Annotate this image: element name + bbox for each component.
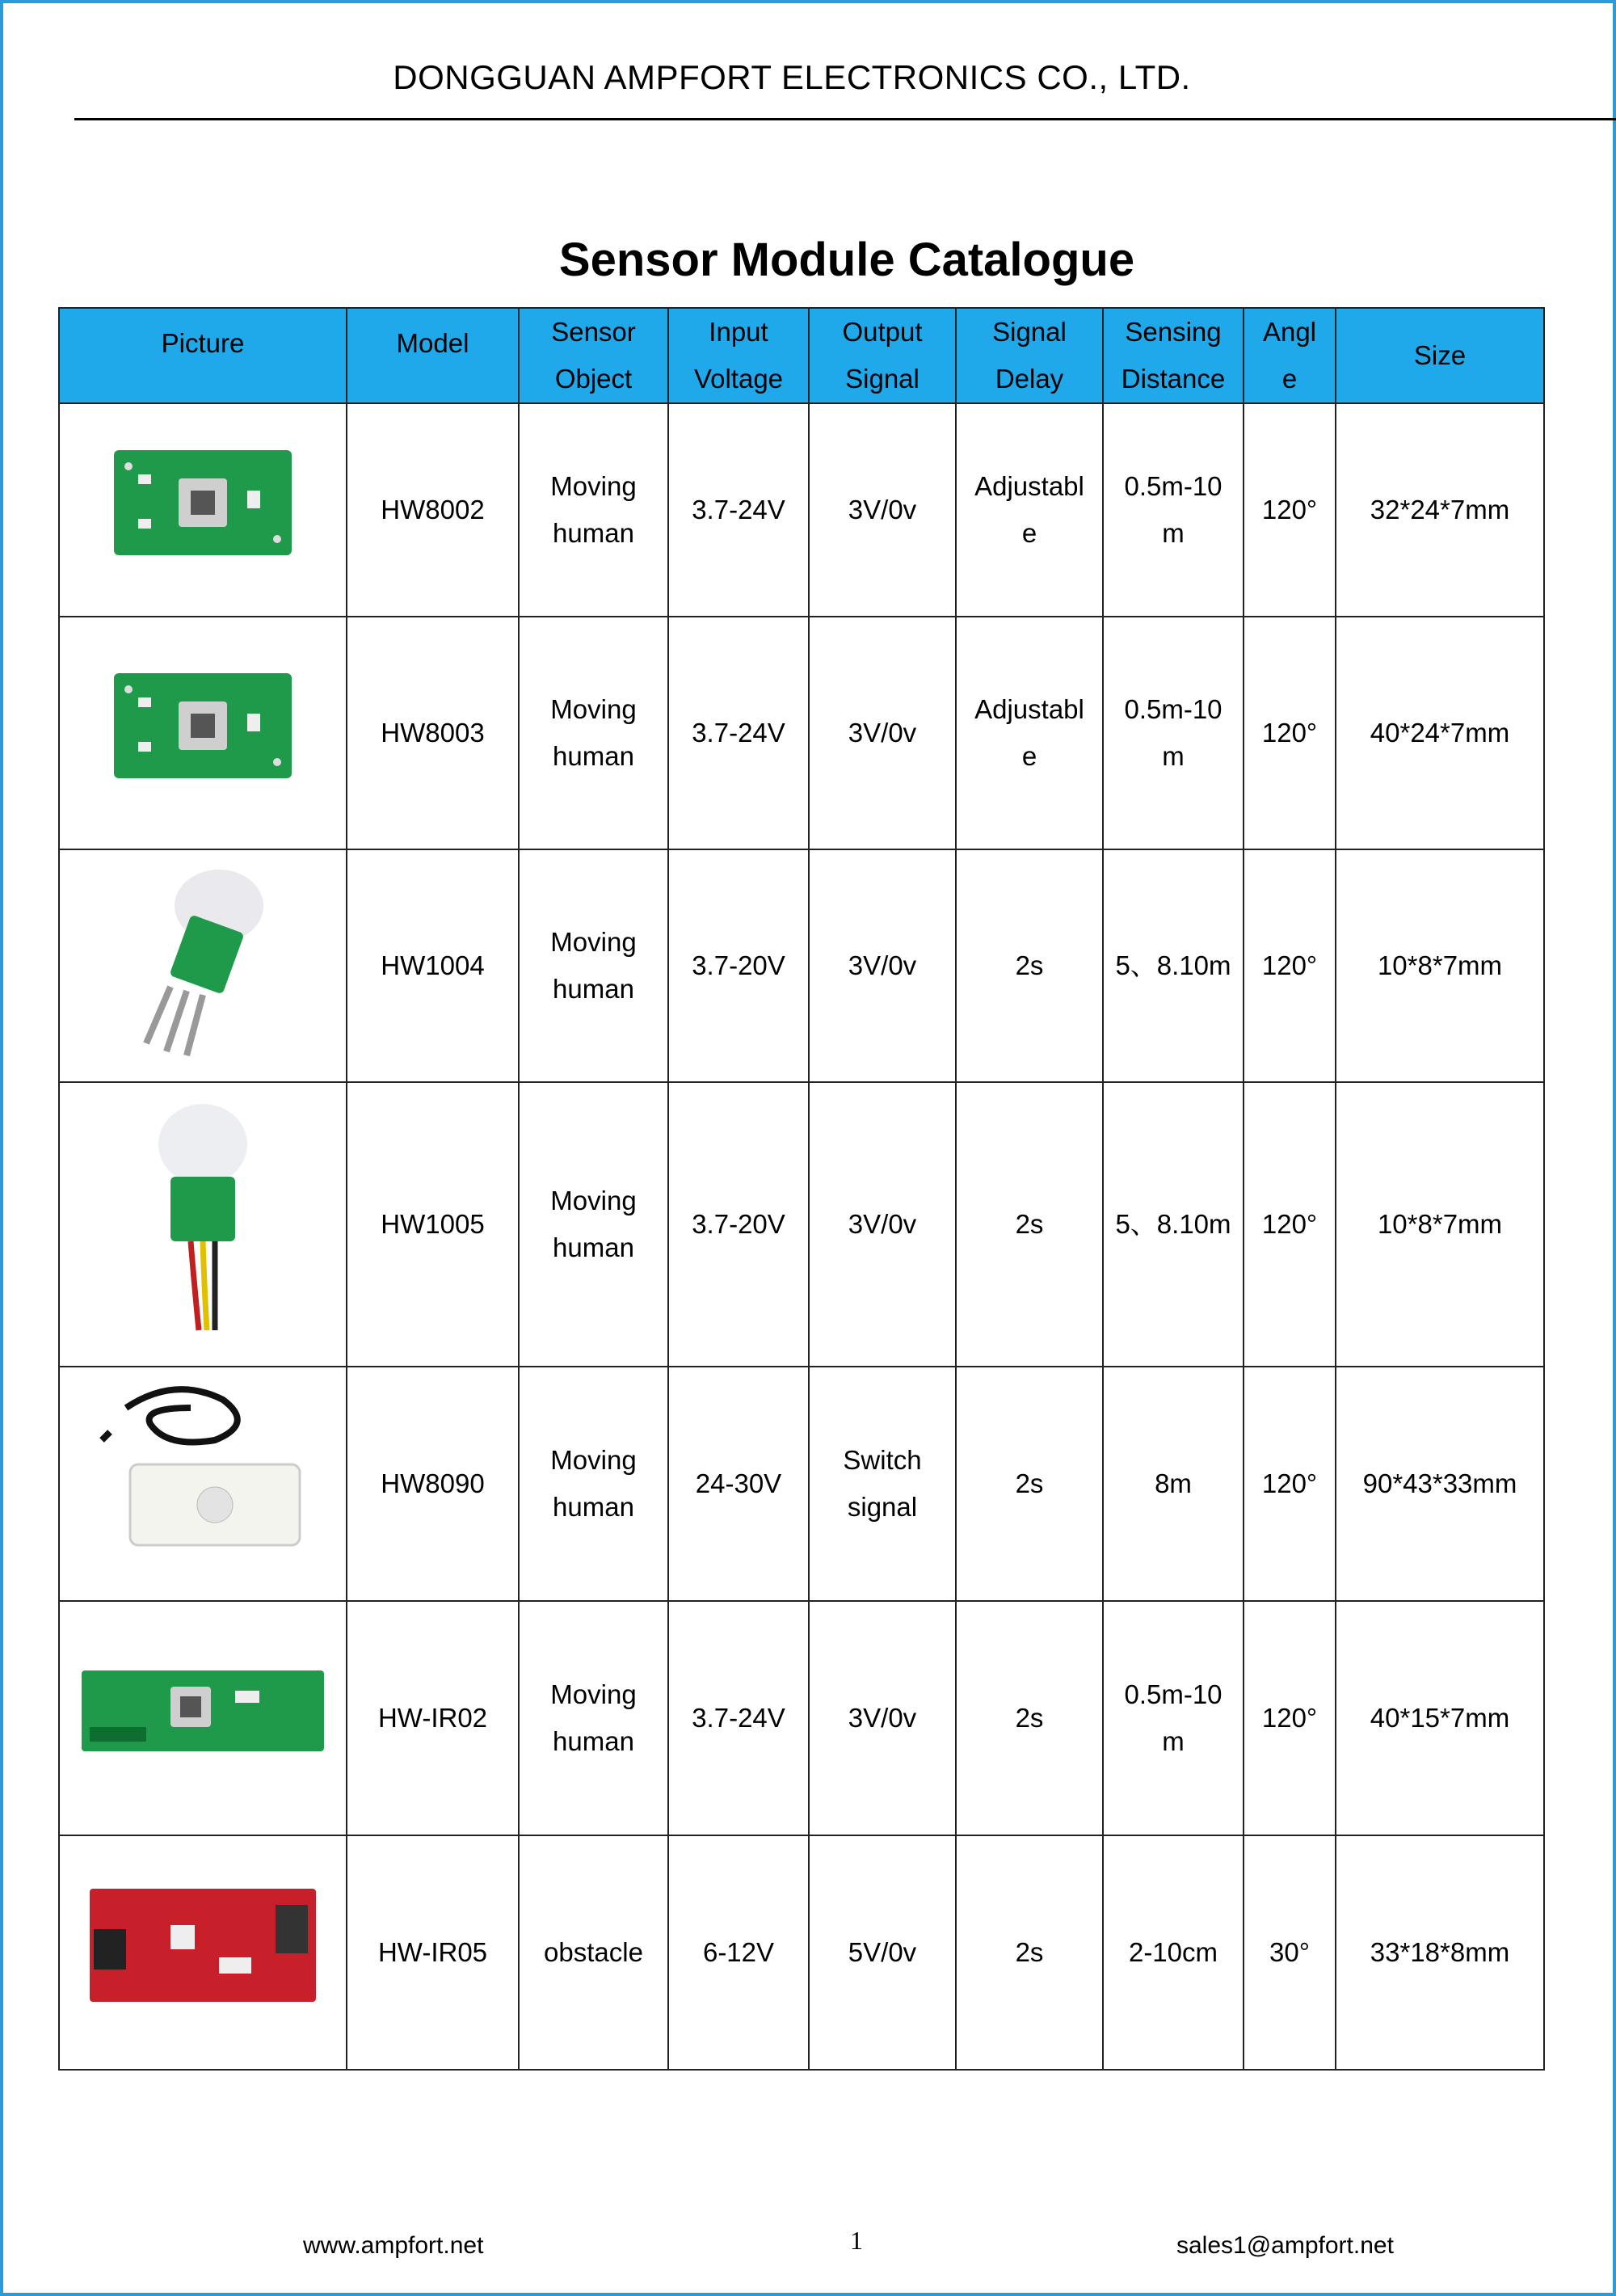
col-header-sensor-object: Sensor Object [519,308,668,403]
sensor-object-cell: Moving human [519,1601,668,1835]
angle-cell: 120° [1244,849,1336,1082]
picture-cell [59,617,347,849]
green-ir-board-icon [60,1658,346,1778]
header-rule [74,118,1616,120]
output-signal-cell: 3V/0v [809,849,956,1082]
footer-website[interactable]: www.ampfort.net [303,2232,484,2259]
angle-cell: 120° [1244,403,1336,617]
green-pir-board-icon [60,665,346,801]
input-voltage-cell: 3.7-24V [668,1601,809,1835]
output-signal-cell: 3V/0v [809,1082,956,1367]
model-cell: HW1005 [347,1082,519,1367]
header-row [59,308,1544,403]
size-cell: 40*15*7mm [1336,1601,1544,1835]
model-cell: HW1004 [347,849,519,1082]
col-header-size: Size [1336,308,1544,403]
table-row [59,849,1544,1082]
sensing-distance-cell: 0.5m-10 m [1103,617,1244,849]
table-row [59,1601,1544,1835]
table-row [59,403,1544,617]
mini-pir-pins-icon [60,857,346,1074]
angle-cell: 120° [1244,1601,1336,1835]
output-signal-cell: 5V/0v [809,1835,956,2070]
col-header-angle: Angl e [1244,308,1336,403]
angle-cell: 120° [1244,1082,1336,1367]
output-signal-cell: 3V/0v [809,403,956,617]
input-voltage-cell: 3.7-24V [668,617,809,849]
model-cell: HW8002 [347,403,519,617]
picture-cell [59,1835,347,2070]
size-cell: 10*8*7mm [1336,1082,1544,1367]
signal-delay-cell: 2s [956,1367,1103,1601]
size-cell: 33*18*8mm [1336,1835,1544,2070]
col-header-picture: Picture [59,308,347,403]
sensing-distance-cell: 0.5m-10 m [1103,403,1244,617]
input-voltage-cell: 3.7-24V [668,403,809,617]
table-row [59,1367,1544,1601]
input-voltage-cell: 24-30V [668,1367,809,1601]
green-pir-board-icon [60,442,346,578]
model-cell: HW8003 [347,617,519,849]
model-cell: HW-IR02 [347,1601,519,1835]
signal-delay-cell: Adjustabl e [956,403,1103,617]
sensor-object-cell: obstacle [519,1835,668,2070]
model-cell: HW8090 [347,1367,519,1601]
col-header-output-signal: Output Signal [809,308,956,403]
sensor-object-cell: Moving human [519,1367,668,1601]
col-header-signal-delay: Signal Delay [956,308,1103,403]
sensing-distance-cell: 5、8.10m [1103,1082,1244,1367]
catalog-table [58,307,1545,2071]
sensor-object-cell: Moving human [519,849,668,1082]
mini-pir-wires-icon [60,1096,346,1353]
angle-cell: 120° [1244,1367,1336,1601]
signal-delay-cell: Adjustabl e [956,617,1103,849]
sensor-object-cell: Moving human [519,617,668,849]
angle-cell: 120° [1244,617,1336,849]
picture-cell [59,849,347,1082]
footer-email[interactable]: sales1@ampfort.net [1176,2232,1394,2259]
table-row [59,1835,1544,2070]
output-signal-cell: 3V/0v [809,1601,956,1835]
sensing-distance-cell: 5、8.10m [1103,849,1244,1082]
signal-delay-cell: 2s [956,1082,1103,1367]
white-box-sensor-icon [60,1375,346,1592]
input-voltage-cell: 3.7-20V [668,1082,809,1367]
signal-delay-cell: 2s [956,1835,1103,2070]
output-signal-cell: Switch signal [809,1367,956,1601]
picture-cell [59,1082,347,1367]
size-cell: 32*24*7mm [1336,403,1544,617]
sensor-object-cell: Moving human [519,1082,668,1367]
size-cell: 90*43*33mm [1336,1367,1544,1601]
picture-cell [59,1367,347,1601]
table-row [59,617,1544,849]
input-voltage-cell: 6-12V [668,1835,809,2070]
signal-delay-cell: 2s [956,849,1103,1082]
col-header-input-voltage: Input Voltage [668,308,809,403]
sensor-object-cell: Moving human [519,403,668,617]
red-ir-board-icon [60,1877,346,2028]
col-header-model: Model [347,308,519,403]
input-voltage-cell: 3.7-20V [668,849,809,1082]
sensing-distance-cell: 2-10cm [1103,1835,1244,2070]
sensing-distance-cell: 0.5m-10 m [1103,1601,1244,1835]
table-row [59,1082,1544,1367]
angle-cell: 30° [1244,1835,1336,2070]
picture-cell [59,403,347,617]
company-name: DONGGUAN AMPFORT ELECTRONICS CO., LTD. [393,58,1191,96]
output-signal-cell: 3V/0v [809,617,956,849]
sensing-distance-cell: 8m [1103,1367,1244,1601]
size-cell: 40*24*7mm [1336,617,1544,849]
picture-cell [59,1601,347,1835]
signal-delay-cell: 2s [956,1601,1103,1835]
model-cell: HW-IR05 [347,1835,519,2070]
document-title: Sensor Module Catalogue [558,234,1135,286]
col-header-sensing-distance: Sensing Distance [1103,308,1244,403]
page-number: 1 [850,2226,863,2255]
size-cell: 10*8*7mm [1336,849,1544,1082]
